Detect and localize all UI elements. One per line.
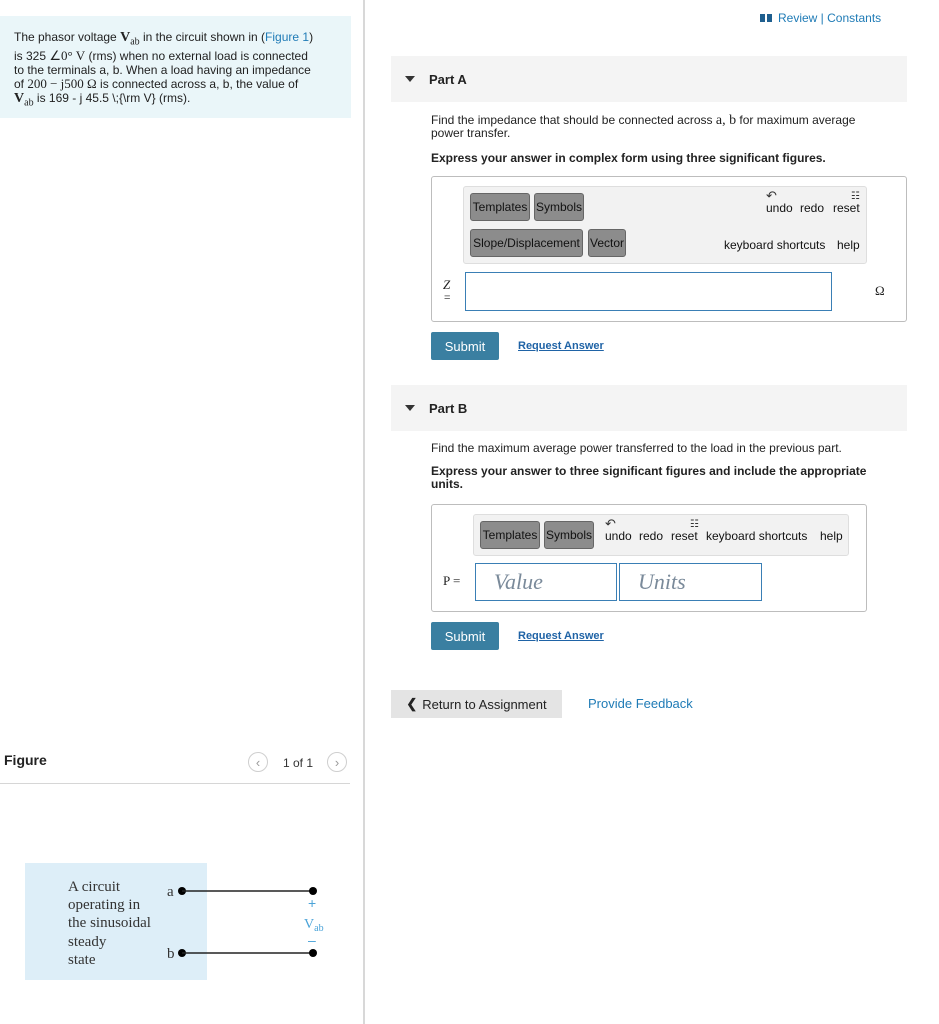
figure-title: Figure bbox=[4, 752, 47, 768]
equals-sign: = bbox=[444, 292, 451, 304]
undo-icon: ↶ bbox=[766, 188, 777, 203]
column-divider bbox=[363, 0, 365, 1024]
part-b-header[interactable] bbox=[391, 385, 907, 431]
problem-text: The phasor voltage bbox=[14, 30, 121, 44]
problem-text: is 325 bbox=[14, 49, 50, 64]
output-node-b bbox=[309, 949, 317, 957]
ohm-unit-label: Ω bbox=[875, 283, 885, 298]
terminal-b-label: b bbox=[167, 946, 175, 962]
book-icon bbox=[760, 14, 772, 22]
redo-button[interactable]: redo bbox=[639, 529, 664, 543]
submit-button-part-a[interactable]: Submit bbox=[431, 332, 499, 360]
p-variable-label: P = bbox=[443, 573, 461, 588]
undo-icon: ↶ bbox=[605, 516, 616, 531]
value-input[interactable]: Value bbox=[475, 563, 617, 601]
part-a-instruction: Express your answer in complex form using three significant figures. bbox=[431, 151, 826, 165]
submit-button-part-b[interactable]: Submit bbox=[431, 622, 499, 650]
part-b-question: Find the maximum average power transferred to the load in the previous part. bbox=[431, 441, 842, 455]
impedance-value: 200 − j500 Ω bbox=[27, 76, 97, 92]
help-link[interactable]: help bbox=[820, 529, 843, 543]
slope-displacement-button[interactable]: Slope/Displacement bbox=[470, 229, 583, 257]
part-a-title: Part A bbox=[429, 71, 467, 87]
symbols-button[interactable]: Symbols bbox=[534, 193, 584, 221]
figure-link[interactable]: Figure 1 bbox=[265, 30, 310, 44]
circuit-figure bbox=[25, 863, 330, 985]
output-node-a bbox=[309, 887, 317, 895]
caret-down-icon bbox=[405, 76, 415, 82]
problem-text: in the circuit shown in ( bbox=[139, 30, 266, 44]
part-a-question: Find the impedance that should be connected across a, b for maximum average power transfer. bbox=[431, 113, 856, 140]
keyboard-shortcuts-link[interactable]: keyboard shortcuts bbox=[724, 238, 826, 252]
problem-text: to the terminals a, b. When a load having an impedance bbox=[14, 63, 311, 78]
voltage-symbol: V bbox=[120, 30, 131, 45]
request-answer-link-part-b[interactable]: Request Answer bbox=[518, 630, 604, 642]
chevron-right-icon[interactable]: › bbox=[327, 752, 347, 772]
keyboard-icon: ☷ bbox=[851, 191, 860, 202]
minus-sign: – bbox=[308, 932, 316, 948]
problem-text: is connected across a, b, the value of bbox=[96, 77, 299, 92]
z-answer-input[interactable] bbox=[465, 272, 832, 311]
provide-feedback-link[interactable]: Provide Feedback bbox=[588, 696, 693, 711]
vector-button[interactable]: Vector bbox=[588, 229, 626, 257]
undo-button[interactable]: undo bbox=[605, 529, 632, 543]
chevron-left-icon: ❮ bbox=[406, 696, 418, 711]
keyboard-icon: ☷ bbox=[690, 519, 699, 530]
problem-statement bbox=[0, 16, 351, 118]
voltage-subscript: ab bbox=[130, 36, 140, 48]
return-label: Return to Assignment bbox=[422, 696, 547, 712]
terminal-a-label: a bbox=[167, 884, 174, 900]
voltage-subscript: ab bbox=[24, 97, 34, 109]
templates-button[interactable]: Templates bbox=[480, 521, 540, 549]
undo-button[interactable]: undo bbox=[766, 201, 793, 215]
part-a-header[interactable] bbox=[391, 56, 907, 102]
part-b-title: Part B bbox=[429, 400, 468, 416]
figure-pager: 1 of 1 bbox=[283, 756, 314, 770]
reset-button[interactable]: reset bbox=[671, 529, 698, 543]
review-constants-label: Review | Constants bbox=[778, 11, 882, 25]
plus-sign: + bbox=[308, 895, 317, 911]
circuit-caption: A circuit operating in the sinusoidal steady state bbox=[68, 879, 151, 968]
phasor-angle: ∠0° V bbox=[49, 48, 86, 64]
chevron-left-icon[interactable]: ‹ bbox=[248, 752, 268, 772]
request-answer-link-part-a[interactable]: Request Answer bbox=[518, 340, 604, 352]
z-variable-label: Z bbox=[443, 277, 451, 292]
part-b-instruction: Express your answer to three significant figures and include the appropriate units. bbox=[431, 464, 867, 491]
vab-label: $V_{ab}$ bbox=[304, 917, 324, 934]
problem-text: ) bbox=[309, 30, 314, 44]
redo-button[interactable]: redo bbox=[800, 201, 825, 215]
problem-text: (rms) when no external load is connected bbox=[85, 49, 308, 64]
review-constants-link[interactable] bbox=[760, 11, 881, 25]
help-link[interactable]: help bbox=[837, 238, 860, 252]
units-input[interactable]: Units bbox=[619, 563, 762, 601]
templates-button[interactable]: Templates bbox=[470, 193, 530, 221]
voltage-symbol: V bbox=[14, 91, 25, 107]
symbols-button[interactable]: Symbols bbox=[544, 521, 594, 549]
problem-text: of bbox=[14, 77, 28, 92]
problem-text: is 169 - j 45.5 \;{\rm V} (rms). bbox=[33, 91, 191, 106]
caret-down-icon bbox=[405, 405, 415, 411]
return-to-assignment-button[interactable] bbox=[391, 690, 562, 718]
keyboard-shortcuts-link[interactable]: keyboard shortcuts bbox=[706, 529, 808, 543]
divider bbox=[0, 783, 350, 784]
reset-button[interactable]: reset bbox=[833, 201, 860, 215]
